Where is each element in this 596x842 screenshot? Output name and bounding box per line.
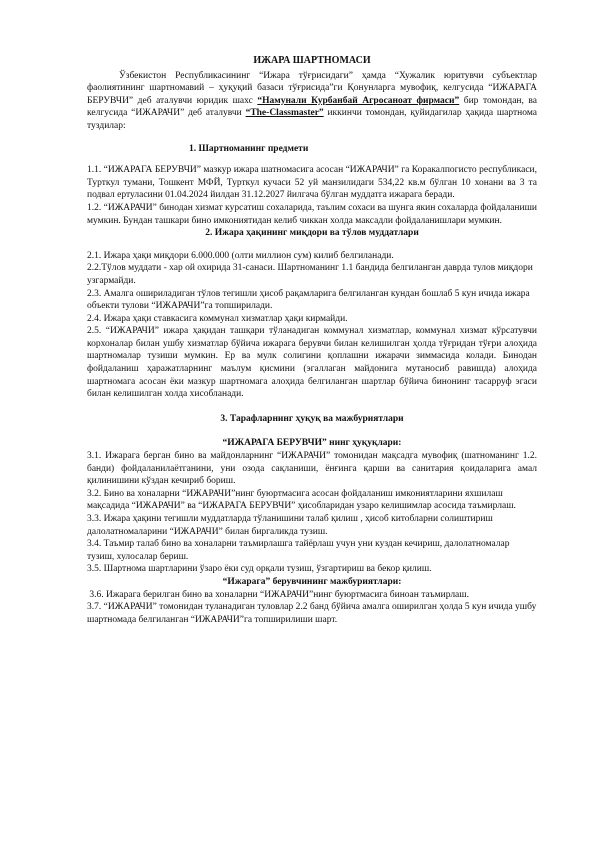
intro-paragraph — [87, 70, 537, 133]
clause-3-5: 3.5. Шартнома шартларини ўзаро ёки суд орқали тузиш, ўзгартириш ва бекор қилиш. — [87, 564, 432, 575]
clause-3-2: 3.2. Бино ва хоналарни “ИЖАРАЧИ”нинг буюртмасига асосан фойдаланиш имкониятларини яхшилаш мақсадида “ИЖАРАЧИ” ва “ИЖАРАГА БЕРУВЧИ” ҳисобларидан узаро келишимлар асосида таъмирлаш. — [87, 488, 516, 512]
intro-text-2: бир томондан, ва келгусида “ИЖАРАЧИ” деб аталувчи — [87, 95, 537, 119]
intro-text-3: иккинчи томондан, қуйидагилар ҳақида шартнома туздилар: — [87, 108, 537, 131]
clause-2-4: 2.4. Ижара ҳақи ставкасига коммунал хизматлар ҳақи кирмайди. — [87, 313, 348, 324]
landlord-name: “Намунали Курбанбай Агросаноат фирмаси” — [257, 95, 460, 106]
clause-2-5: 2.5. “ИЖАРАЧИ” ижара ҳақидан ташқари тўланадиган коммунал хизматлар, коммунал хизмат кўрсатувчи корхоналар билан ушбу хизматлар бўйича ижарага берувчи билан келишилган ҳолда тўғридан тўғри алоҳида шартномалар тузиши мумкин. Ер ва мулк солигини қоплашни ижарачи зиммасида колади. Бинодан фойдаланиш ҳаражатларнинг маълум қисмини (эгаллаган майдонига мутаносиб равишда) алоҳида шартномага асосан ёки мазкур шартномага алоҳида белгиланган шартлар бўйича бинонинг тасарруф эгаси билан келишилган холда хисобланади. — [87, 326, 537, 400]
section-2-heading: 2. Ижара ҳақининг миқдори ва тўлов муддатлари — [205, 228, 419, 239]
clause-3-4: 3.4. Таъмир талаб бино ва хоналарни таъмирлашга тайёрлаш учун уни куздан кечириш, далолатномалар тузиш, хулосалар бериш. — [87, 539, 510, 562]
intro-text-1: Ўзбекистон Республикасининг “Ижара тўғрисидаги” ҳамда “Хужалик юритувчи субъектлар фаолиятининг шартномавий – ҳуқуқий базаси тўғрисида”ги Қонунларга мувофиқ, келгусида “ИЖАРАГА БЕРУВЧИ” деб аталувчи юридик шахс — [87, 70, 537, 106]
clause-3-6: 3.6. Ижарага берилган бино ва хоналарни “ИЖАРАЧИ”нинг буюртмасига биноан таъмирлаш. — [87, 589, 469, 600]
clause-3-1: 3.1. Ижарага берган бино ва майдонларнинг “ИЖАРАЧИ” томонидан мақсадга мувофиқ (шатноманинг 1.2. банди) фойдаланилаётганини, уни озода сақланиши, ёнғинга қарши ва санитария қоидаларига амал қилинишини кўздан кечириб бориш. — [87, 451, 537, 487]
clause-2-1: 2.1. Ижара ҳақи миқдори 6.000.000 (олти миллион сум) килиб белгиланади. — [87, 250, 394, 261]
clause-2-3: 2.3. Амалга ошириладиган тўлов тегишли ҳисоб рақамларига белгиланган кундан бошлаб 5 кун ичида ижара объекти тулови “ИЖАРАЧИ”га топширилади. — [87, 288, 530, 312]
clause-2-2: 2.2.Тўлов муддати - хар ой охирида 31-санаси. Шартноманинг 1.1 бандида белгиланган даврда тулов миқдори узгармайди. — [87, 263, 533, 286]
section-1-heading: 1. Шартноманинг предмети — [189, 143, 309, 154]
landlord-obligations-heading: “Ижарага” берувчининг мажбуриятлари: — [222, 576, 402, 587]
clause-3-3: 3.3. Ижара ҳақини тегишли муддатларда тўланишини талаб қилиш , ҳисоб китобларни солиштириш далолатномаларини “ИЖАРАЧИ” билан биргаликда тузиш. — [87, 514, 493, 537]
document-title: ИЖАРА ШАРТНОМАСИ — [253, 55, 371, 66]
spacer — [87, 425, 537, 437]
document-page — [87, 55, 537, 626]
tenant-name: “The-Classmaster” — [245, 108, 324, 119]
landlord-rights-heading: “ИЖАРАГА БЕРУВЧИ” нинг ҳуқуқлари: — [222, 438, 402, 449]
spacer — [87, 240, 537, 250]
spacer — [87, 401, 537, 413]
section-3-heading: 3. Тарафларнинг ҳуқуқ ва мажбуриятлари — [220, 413, 404, 424]
clause-1-2: 1.2. “ИЖАРАЧИ” бинодан хизмат курсатиш сохаларида, таълим сохаси ва шунга якин сохаларда фойдаланиши мумкин. Бундан ташкари бино имкониятидан келиб чиккан холда максадли фойдаланишлари мумкин. — [87, 202, 537, 226]
clause-3-7: 3.7. “ИЖАРАЧИ” томонидан туланадиган туловлар 2.2 банд бўйича амалга оширилган ҳолда 5 кун ичида ушбу шартномада белгиланган “ИЖАРАЧИ”га топширилиши шарт. — [87, 602, 537, 625]
clause-1-1: 1.1. “ИЖАРАГА БЕРУВЧИ” мазкур ижара шатномасига асосан “ИЖАРАЧИ” га Коракалпогисто республикаси, Турткул тумани, Тошкент МФЙ, Турткул кучаси 52 уй манзилидаги 534,22 кв.м бўлган 10 хонани ва 3 та подвал ертуласини 01.04.2024 йилдан 31.12.2027 йилгача бўлган муддатга ижарага беради. — [87, 165, 537, 201]
